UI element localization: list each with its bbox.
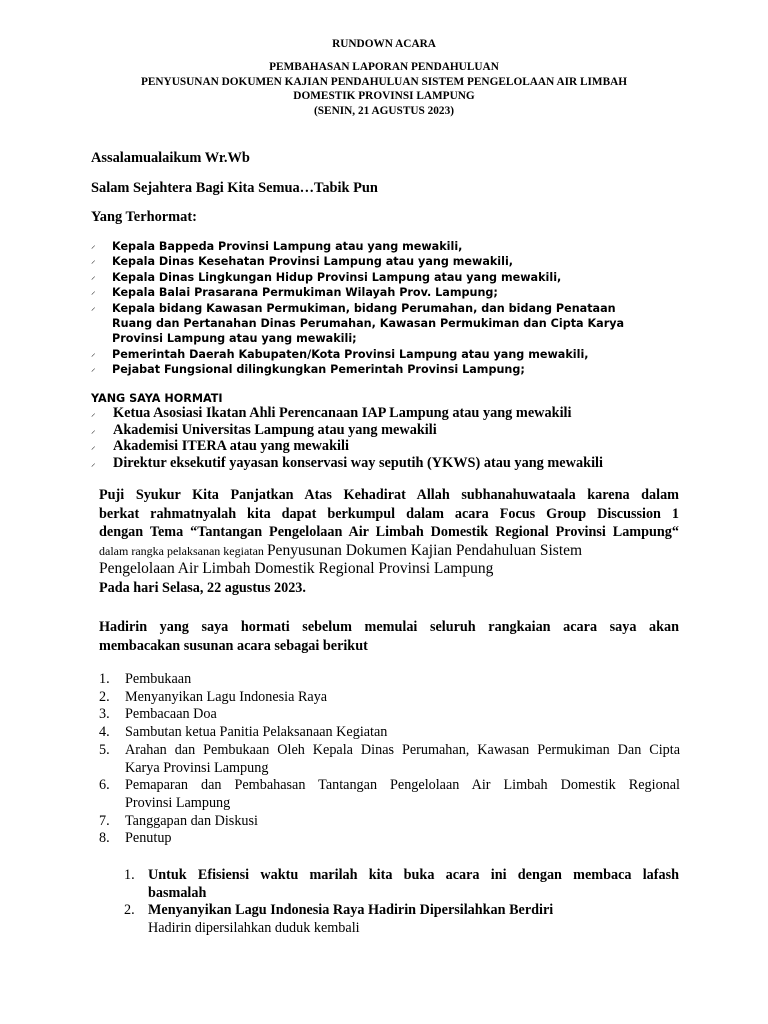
list-item: 2. Menyanyikan Lagu Indonesia Raya Hadirin Dipersilahkan Berdiri Hadirin dipersilahkan duduk kembali <box>124 902 554 936</box>
list-item: 5. Arahan dan Pembukaan Oleh Kepala Dinas Perumahan, Kawasan Permukiman Dan Cipta Karya Provinsi Lampung <box>99 741 680 776</box>
list-item: ⸝ Pejabat Fungsional dilingkungkan Pemerintah Provinsi Lampung; <box>91 363 525 377</box>
list-item: 4. Sambutan ketua Panitia Pelaksanaan Kegiatan <box>99 724 388 741</box>
list-item: 3. Pembacaan Doa <box>99 706 217 723</box>
list-item: ⸝ Kepala Bappeda Provinsi Lampung atau yang mewakili, <box>91 240 463 253</box>
header-title: RUNDOWN ACARA <box>332 38 436 50</box>
bullet-icon: ⸝ <box>91 441 96 452</box>
agenda-list <box>99 671 680 848</box>
bullet-icon: ⸝ <box>91 302 96 313</box>
list-item: 6. Pemaparan dan Pembahasan Tantangan Pengelolaan Air Limbah Domestik Regional Provinsi Lampung <box>99 777 680 811</box>
greeting-salam-sejahtera: Salam Sejahtera Bagi Kita Semua…Tabik Pun <box>91 180 378 196</box>
opening-paragraph: Puji Syukur Kita Panjatkan Atas Kehadirat Allah subhanahuwataala karena dalam berkat rahmatnyalah kita dapat berkumpul dalam acara Focus Group Discussion 1 dengan Tema “Tantangan Pengelolaan Air Limbah Domestik Regional Provinsi Lampung“ dalam rangka pelaksanan kegiatan Penyusunan Dokumen Kajian Pendahuluan Sistem Pengelolaan Air Limbah Domestik Regional Provinsi Lampung Pada hari Selasa, 22 agustus 2023. <box>99 487 679 596</box>
list-item: ⸝ Kepala Dinas Lingkungan Hidup Provinsi Lampung atau yang mewakili, <box>91 270 562 284</box>
bullet-icon: ⸝ <box>91 408 96 418</box>
list-item: 1. Untuk Efisiensi waktu marilah kita buka acara ini dengan membaca lafash basmalah <box>124 867 679 901</box>
header-project-cont: DOMESTIK PROVINSI LAMPUNG <box>293 90 475 103</box>
list-item: ⸝ Akademisi ITERA atau yang mewakili <box>91 438 349 455</box>
header-project: PENYUSUNAN DOKUMEN KAJIAN PENDAHULUAN SISTEM PENGELOLAAN AIR LIMBAH <box>140 75 628 88</box>
bullet-icon: ⸝ <box>91 287 96 298</box>
bullet-icon: ⸝ <box>91 424 96 435</box>
bullet-icon: ⸝ <box>91 271 96 282</box>
bullet-icon: ⸝ <box>91 241 96 251</box>
list-item: ⸝ Ketua Asosiasi Ikatan Ahli Perencanaan IAP Lampung atau yang mewakili <box>91 405 572 421</box>
bullet-icon: ⸝ <box>91 348 96 359</box>
list-item: 7. Tanggapan dan Diskusi <box>99 812 258 829</box>
list-item: 1. Pembukaan <box>99 671 192 687</box>
list-item: 2. Menyanyikan Lagu Indonesia Raya <box>99 688 328 705</box>
header-date: (SENIN, 21 AGUSTUS 2023) <box>314 104 454 117</box>
list-item: ⸝ Direktur eksekutif yayasan konservasi way seputih (YKWS) atau yang mewakili <box>91 454 603 471</box>
list-item: 8. Penutup <box>99 830 172 847</box>
header-subtitle: PEMBAHASAN LAPORAN PENDAHULUAN <box>269 61 499 74</box>
list-item: ⸝ Akademisi Universitas Lampung atau yang mewakili <box>91 421 437 438</box>
steps-list <box>124 867 679 937</box>
greeting-yang-terhormat: Yang Terhormat: <box>91 209 197 225</box>
list-item: ⸝ Pemerintah Daerah Kabupaten/Kota Provinsi Lampung atau yang mewakili, <box>91 347 589 361</box>
section-heading-yang-saya-hormati: YANG SAYA HORMATI <box>91 392 223 405</box>
greeting-assalamualaikum: Assalamualaikum Wr.Wb <box>91 150 250 166</box>
bullet-icon: ⸝ <box>91 457 96 468</box>
list-item: ⸝ Kepala Dinas Kesehatan Provinsi Lampung atau yang mewakili, <box>91 255 514 269</box>
hormati-list <box>91 405 711 471</box>
bullet-icon: ⸝ <box>91 256 96 267</box>
bullet-icon: ⸝ <box>91 364 96 375</box>
hadirin-paragraph: Hadirin yang saya hormati sebelum memulai seluruh rangkaian acara saya akan membacakan susunan acara sebagai berikut <box>99 619 679 654</box>
list-item: ⸝ Kepala bidang Kawasan Permukiman, bidang Perumahan, dan bidang Penataan Ruang dan Pertanahan Dinas Perumahan, Kawasan Permukiman dan Cipta Karya Provinsi Lampung atau yang mewakili; <box>91 301 625 346</box>
terhormat-list <box>91 239 691 378</box>
document-header <box>0 37 768 118</box>
list-item: ⸝ Kepala Balai Prasarana Permukiman Wilayah Prov. Lampung; <box>91 286 498 300</box>
